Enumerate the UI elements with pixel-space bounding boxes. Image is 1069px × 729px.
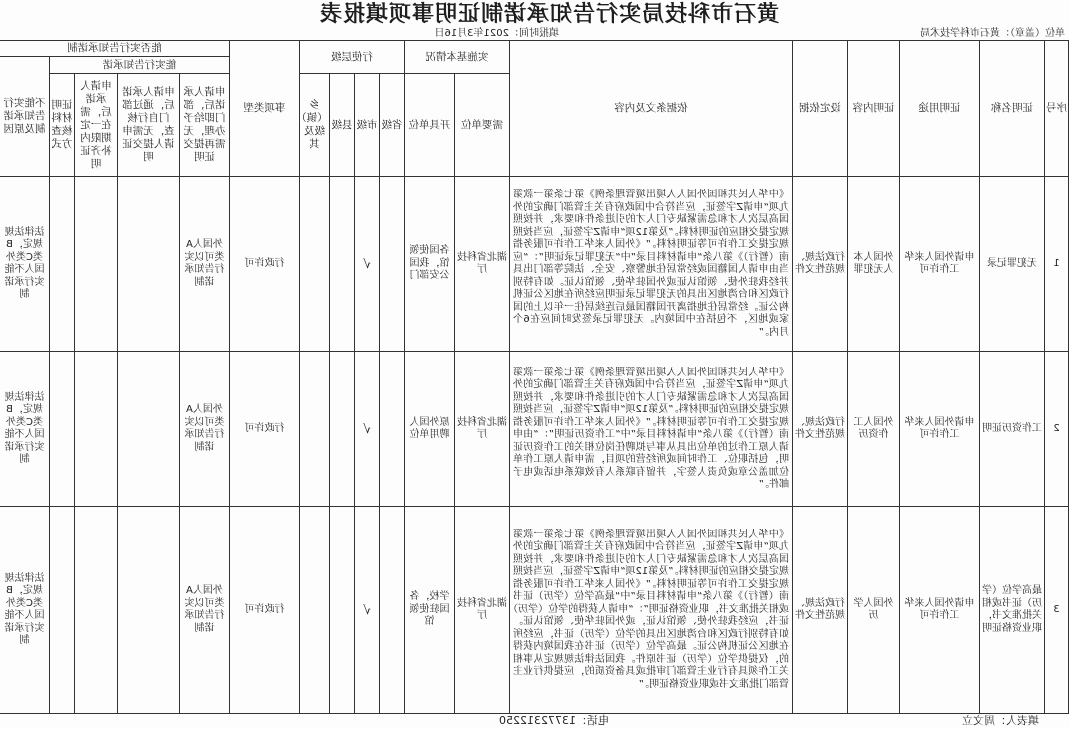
header-level-town: 乡（镇）级及其 [300,74,330,177]
header-need-unit: 需要单位 [455,74,510,177]
cell-level-province [380,177,405,352]
cell-basis: 行政法规、规范性文件 [793,177,848,352]
table-row [0,507,1069,714]
cell-cert-use: 申请外国人来华工作许可 [900,352,980,507]
cell-commit-method [50,177,75,352]
cell-basis-text [510,352,793,507]
cell-commit-later [75,507,118,714]
contact-phone: 电话：13772312250 [499,714,609,727]
cell-commit-no-reason: 法律法规规定，B类C类外国人不能实行承诺制 [0,352,50,507]
cell-level-county [330,507,355,714]
cell-basis: 行政法规、规范性文件 [793,352,848,507]
cell-serial: 3 [1045,507,1069,714]
cell-need-unit: 湖北省科技厅 [455,352,510,507]
cell-cert-content: 外国人学历 [848,507,900,714]
header-commit-method: 证明材料核查方式 [50,74,75,177]
header-basis-text: 依据条文及内容 [510,41,793,177]
cell-basis: 行政法规、规范性文件 [793,507,848,714]
cell-commit-direct: 外国人A类可以实行告知承诺制 [180,177,230,352]
cell-level-province [380,352,405,507]
header-level-province: 省级 [380,74,405,177]
reporting-unit: 单位（盖章）：黄石市科学技术局 [920,28,1065,39]
header-level-city: 市级 [355,74,380,177]
cell-cert-name: 最高学位（学历）证书或相关批准文书，职业资格证明 [980,507,1045,714]
cell-cert-content: 外国人工作资历 [848,352,900,507]
cell-level-city: √ [355,507,380,714]
filler-name: 填表人：周文立 [962,714,1039,727]
header-cert-use: 证明用途 [900,41,980,177]
cell-cert-use: 申请外国人来华工作许可 [900,507,980,714]
cell-basis-text [510,177,793,352]
header-cert-name: 证明名称 [980,41,1045,177]
header-commitment: 能否实行告知承诺制 [0,41,230,57]
cell-item-type: 行政许可 [230,352,300,507]
table-row [0,177,1069,352]
table-row [0,352,1069,507]
cell-level-province [380,507,405,714]
cell-cert-name: 无犯罪记录 [980,177,1045,352]
document-title: 黄石市科技局实行告知承诺制证明事项填报表 [319,1,780,27]
cell-issue-unit: 各国使领馆，我国公安部门 [405,177,455,352]
cell-commit-method [50,352,75,507]
cell-level-town [300,177,330,352]
header-commitment-no: 不能实行告知承诺制及原因 [0,57,50,177]
cell-need-unit: 湖北省科技厅 [455,177,510,352]
cell-level-town [300,507,330,714]
cell-level-town [300,352,330,507]
cell-commit-check [118,507,180,714]
report-table [0,40,1069,714]
cell-commit-direct: 外国人A类可以实行告知承诺制 [180,352,230,507]
header-commit-later: 申请人承诺后，需在一定期限内补齐证明 [75,74,118,177]
cell-commit-check [118,177,180,352]
header-serial: 序号 [1045,41,1069,177]
cell-commit-no-reason: 法律法规规定，B类C类外国人不能实行承诺制 [0,177,50,352]
header-level-county: 县级 [330,74,355,177]
header-commit-direct: 申请人承诺后，部门即给予办理，无需再提交证明 [180,74,230,177]
cell-serial: 1 [1045,177,1069,352]
basis-text: 《中华人民共和国外国人入境出境管理条例》第七条第一款第九项“申请Z字签证，应当符合中国政府有关主管部门确定的外国高层次人才和急需紧缺专门人才的引进条件和要求，并按照规定提交相应的证明材料。”及第12项“申请Z字签证，应当按照规定提交工作许可等证明材料。”《外国人来华工作许可服务指南（暂行）》第八条“申请材料目录”中“无犯罪记录证明”：“应当由申请人国籍国或经常居住地警察、安全、法院等部门出具并经我驻外使、领馆认证或外国驻华使、领馆认证。如有特别行政区和台湾地区出具的无犯罪记录证明应经所在地区公证机构公证。经常居住地指离开国籍国最后连续居住一年以上的国家或地区，不包括在中国境内。无犯罪记录签发时间应在6个月内。” [513,189,789,338]
cell-commit-later [75,177,118,352]
header-issue-unit: 开具单位 [405,74,455,177]
cell-item-type: 行政许可 [230,507,300,714]
cell-issue-unit: 原外国人聘用单位 [405,352,455,507]
cell-item-type: 行政许可 [230,177,300,352]
header-row-1 [0,41,1069,57]
basis-text: 《中华人民共和国外国人入境出境管理条例》第七条第一款第九项“申请Z字签证，应当符合中国政府有关主管部门确定的外国高层次人才和急需紧缺专门人才的引进条件和要求，并按照规定提交相应的证明材料。”及第12项“申请Z字签证，应当按照规定提交工作许可等证明材料。”《外国人来华工作许可服务指南（暂行）》第八条“申请材料目录”中“工作资历证明”：“由申请人原工作过的单位出具从事与拟聘任岗位相关的工作资历证明，包括职位、工作时间或所经营的项目，需申请人原工作单位加盖公章或负责人签字，并留有联系人有效联系电话或电子邮件。” [513,366,789,490]
header-commit-check: 申请人承诺后，通过部门自行核查，无需申请人提交证明 [118,74,180,177]
cell-serial: 2 [1045,352,1069,507]
cell-cert-content: 外国人本人无犯罪 [848,177,900,352]
cell-basis-text [510,507,793,714]
cell-level-county [330,352,355,507]
header-basis: 设定依据 [793,41,848,177]
cell-commit-method [50,507,75,714]
cell-level-county [330,177,355,352]
header-level: 行使层级 [300,41,405,74]
fill-time: 填报时间：2021年3月16日 [434,28,559,39]
cell-level-city: √ [355,352,380,507]
cell-commit-no-reason: 法律法规规定，B类C类外国人不能实行承诺制 [0,507,50,714]
basis-text: 《中华人民共和国外国人入境出境管理条例》第七条第一款第九项“申请Z字签证，应当符合中国政府有关主管部门确定的外国高层次人才和急需紧缺专门人才的引进条件和要求，并按照规定提交相应的证明材料。”及第12项“申请Z字签证，应当按照规定提交工作许可等证明材料。”《外国人来华工作许可服务指南（暂行）》第八条“申请材料目录”中“最高学位（学历）证书或相关批准文书，职业资格证明”：“申请人获得的学位（学历）证书，应经我驻外使、领馆认证，或外国驻华使、领馆认证。如有特别行政区和台湾地区出具的学位（学历）证书，应经所在地区公证机构公证。最高学位（学历）证书在我国境内获得的，仅提供学位（学历）证书原件。我国法律法规规定从事相关工作须具有行业主管部门审批或具备资质的，应提供行业主管部门批准文书或职业资格证明。” [513,528,789,690]
header-commitment-yes: 能实行告知承诺 [50,57,230,74]
cell-commit-later [75,352,118,507]
cell-cert-name: 工作资历证明 [980,352,1045,507]
cell-need-unit: 湖北省科技厅 [455,507,510,714]
cell-cert-use: 申请外国人来华工作许可 [900,177,980,352]
cell-issue-unit: 学校，各国驻使领馆 [405,507,455,714]
header-item-type: 事项类型 [230,41,300,177]
cell-commit-check [118,352,180,507]
header-cert-content: 证明内容 [848,41,900,177]
header-implementation: 实施基本情况 [405,41,510,74]
cell-commit-direct: 外国人A类可以实行告知承诺制 [180,507,230,714]
cell-level-city: √ [355,177,380,352]
